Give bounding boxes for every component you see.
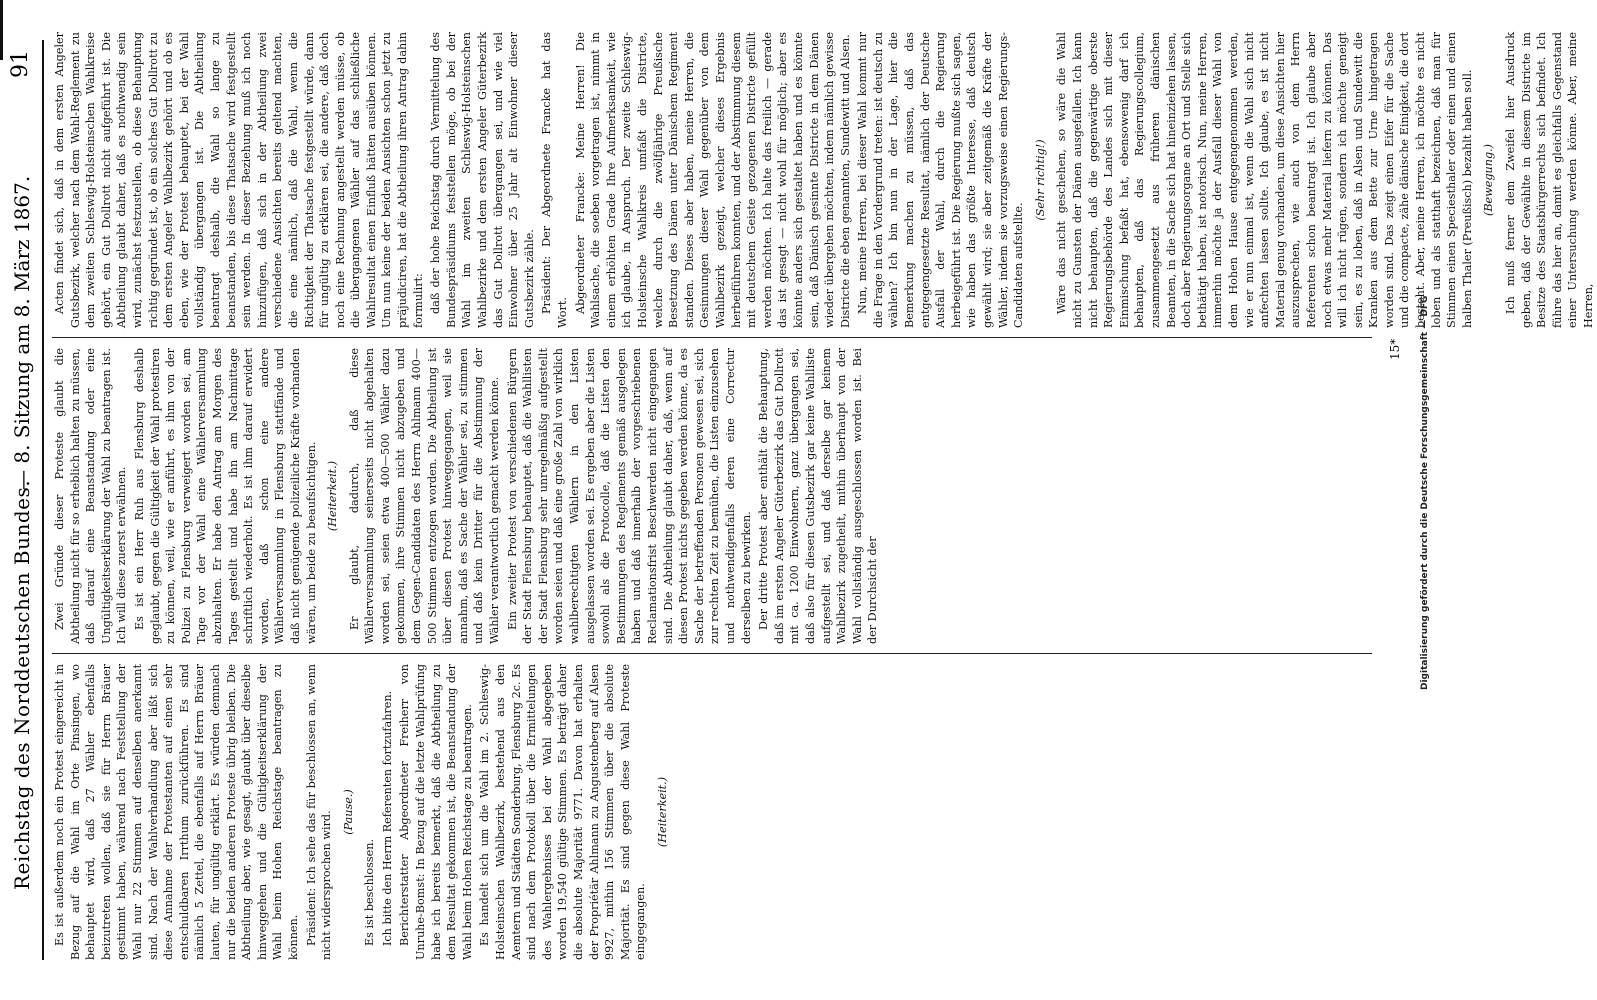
- paragraph: Es ist ein Herr Ruh aus Flensburg deshalb geglaubt, gegen die Gültigkeit der Wahl protestiren zu können, weil, wie er anführt, es ihm von der Polizei zu Flensburg verweigert worden sei, am Tage vor der Wahl eine Wählerversammlung abzuhalten. Er habe den Antrag am Morgen des Tages gestellt und habe ihn am Nachmittage schriftlich wiederholt. Es ist ihm darauf erwidert worden, daß schon eine andere Wählerversammlung in Flensburg stattfände und daß nicht genügende polizeiliche Kräfte vorhanden wären, um beide zu beaufsichtigen.: [132, 348, 318, 644]
- paragraph: Ich bitte den Herrn Referenten fortzufahren.: [380, 690, 394, 946]
- remark: (Sehr richtig!): [1033, 139, 1047, 221]
- paragraph: Es ist beschlossen.: [363, 838, 377, 946]
- paragraph: daß der hohe Reichstag durch Vermittelung des Bundespräsidiums feststellen möge, ob bei der Wahl im zweiten Schleswig-Holsteinschen Wahlbezirke und dem ersten Angeler Güterbezirk das Gut Dollrott übergangen sei, und wie viel Einwohner über 25 Jahr alt Einwohner dieser Gutsbezirk zähle.: [429, 32, 536, 328]
- text-column-1: [52, 664, 1372, 960]
- remark: (Pause.): [341, 789, 355, 835]
- remark: (Heiterkeit.): [655, 776, 669, 848]
- header-session: — 8. Sitzung am 8. März 1867.: [10, 175, 34, 490]
- text-column-3: [52, 32, 1595, 328]
- paragraph: Präsident: Der Abgeordnete Francke hat das Wort.: [540, 32, 569, 328]
- header-title: Reichstag des Norddeutschen Bundes.: [10, 479, 34, 890]
- paragraph: Nun, meine Herren, bei dieser Wahl kommt nur die Frage in den Vordergrund treten: ist deutsch zu wählen? Ich bin nun in der Lage, hier die Bemerkung machen zu müssen, daß das entgegengesetzte Resultat, nämlich der Deutsche Ausfall der Wahl, durch die Regierung herbeigeführt ist. Die Regierung mußte sich sagen, wie haben das größte Interesse, daß deutsch gewählt wird; sie aber zeitgemäß die Kräfte der Wähler, indem sie vorzugsweise einen Regierungs-Candidaten aufstellte.: [856, 32, 1026, 328]
- credit-text: Digitalisierung gefördert durch die Deutsche Forschungsgemeinschaft — DFG: [1420, 295, 1430, 690]
- column-divider: [52, 653, 1372, 654]
- signature-mark: 15*: [1388, 338, 1402, 360]
- paragraph: Ein zweiter Protest von verschiedenen Bürgern der Stadt Flensburg behauptet, daß die Wahllisten der Stadt Flensburg sehr unregelmäßig aufgestellt worden seien und daß eine große Zahl von wirklich wahlberechtigten Wählern in den Listen ausgelassen worden sei. Es ergeben aber die Listen sowohl als die Protocolle, daß die Listen den Bestimmungen des Reglements gemäß ausgelegen haben und daß innerhalb der vorgeschriebenen Reclamationsfrist Beschwerden nicht eingegangen sind. Die Abtheilung glaubt daher, daß, wenn auf diesen Protest nichts gegeben werden könne, da es Sache der betreffenden Personen gewesen sei, sich zur rechten Zeit zu bemühen, die Listen einzusehen und nothwendigenfalls deren eine Correctur derselben zu bewirken.: [505, 348, 753, 644]
- paragraph: Acten findet sich, daß in dem ersten Angeler Gutsbezirk, welcher nach dem Wahl-Reglement zu dem zweiten Schleswig-Holsteinschen Wahlkreise gehört, ein Gut Dollrott nicht aufgeführt ist. Die Abtheilung glaubt daher, daß es nothwendig sein wird, zunächst festzustellen, ob diese Behauptung richtig gegründet ist, ob ein solches Gut Dollrott zu dem ersten Angeler Wahlbezirk gehört und ob es eben, wie der Protest behauptet, bei der Wahl vollständig übergangen ist. Die Abtheilung beantragt deshalb, die Wahl so lange zu beanstanden, bis diese Thatsache wird festgestellt sein werden. In dieser Beziehung muß ich noch hinzufügen, daß sich in der Abtheilung zwei verschiedene Ansichten bereits geltend machten, die eine nämlich, daß die Wahl, wenn die Richtigkeit der Thatsache festgestellt würde, dann für ungültig zu erklären sei, die andere, daß doch noch eine Rechnung angestellt werden müsse, ob die übergangenen Wähler auf das schließliche Wahlresultat einen Einfluß hätten ausüben können. Um nun keine der beiden Ansichten schon jetzt zu präjudiciren, hat die Abtheilung ihren Antrag dahin formulirt:: [53, 32, 425, 328]
- paragraph: Ich muß ferner dem Zweifel hier Ausdruck geben, daß der Gewählte in diesem Districte im Besitze des Staatsbürgerrechts sich befindet. Ich führe das hier an, damit es gleichfalls Gegenstand einer Untersuchung werden könne. Aber, meine Herren,: [1504, 32, 1595, 328]
- paragraph: Abgeordneter Francke: Meine Herren! Die Wahlsache, die soeben vorgetragen ist, nimmt in einem erhöhten Grade Ihre Aufmerksamkeit, wie ich glaube, in Anspruch. Der zweite Schleswig-Holsteinsche Wahlkreis umfaßt die Districte, welche durch die zwölfjährige Preußische Besetzung des Dänen unter Dänischem Regiment standen. Dieses aber haben, meine Herren, die Gesinnungen dieser Wahl gegenüber von dem Wahlbezirk gezeigt, welcher dieses Ergebnis herbeiführen konnten, und der Abstimmung diesem mit deutschem Geiste gezogenen Districte gefüllt werden möchten. Ich halte das freilich — gerade das ist gesagt — nicht wohl für möglich; aber es könnte anders sich gestaltet haben und es könnte sein, daß Dänisch gesinnte Districte in dem Dänen wieder übergehen möchten, indem nämlich gewisse Districte die eben genannten, Sundewitt und Alsen.: [573, 32, 852, 328]
- text-column-2: [52, 348, 1372, 644]
- remark: (Heiterkeit.): [326, 460, 340, 532]
- paragraph: Präsident: Ich sehe das für beschlossen an, wenn nicht widersprochen wird.: [304, 664, 334, 960]
- paragraph: Wäre das nicht geschehen, so wäre die Wahl nicht zu Gunsten der Dänen ausgefallen. Ich kann nicht behaupten, daß die gegenwärtige oberste Regierungsbehörde des Landes sich mit dieser Einmischung befaßt hat, ebensowenig darf ich behaupten, daß das Regierungscollegium, zusammengesetzt aus früheren dänischen Beamten, in die Sache sich hat hineinziehen lassen, doch aber Regierungsorgane an Ort und Stelle sich bethätigt haben, ist notorisch. Nun, meine Herren, immerhin möchte ja der Ausfall dieser Wahl von dem Hohen Hause entgegengenommen werden, wie er nun einmal ist, wenn die Wahl sich nicht anfechten lassen sollte. Ich glaube, es ist nicht Material genug vorhanden, um diese Ansichten hier auszusprechen, wie auch von dem Herrn Referenten schon beantragt ist. Ich glaube aber noch etwas mehr Material liefern zu können. Das will ich nicht rügen, sondern ich möchte geneigt sein, es zu loben, daß in Alsen und Sundewitt die Kranken aus dem Bette zur Urne hingetragen worden sind. Das zeigt einen Eifer für die Sache und die compacte, zähe dänische Einigkeit, die dort besteht. Aber, meine Herren, ich möchte es nicht loben und als statthaft bezeichnen, daß man für Stimmen einen Speciesthaler oder einen und einen halben Thaler (Preußisch) bezahlt haben soll.: [1055, 32, 1474, 328]
- digitization-credit: [1418, 0, 1432, 1000]
- running-head: [8, 40, 44, 960]
- scan-edge-mark: [0, 0, 11, 60]
- paragraph: Er glaubt, dadurch, daß diese Wählerversammlung seinerseits nicht abgehalten worden sei, seien etwa 400—500 Wähler dazu gekommen, ihre Stimmen nicht abzugeben und dem Gegen-Candidaten des Herrn Ahlmann 400—500 Stimmen entzogen worden. Die Abtheilung ist über diesen Protest hinweggegangen, weil sie annahm, daß es Sache der Wähler sei, zu stimmen und daß kein Dritter für die Abstimmung der Wähler verantwortlich gemacht werden könne.: [347, 348, 502, 644]
- paragraph: Der dritte Protest aber enthält die Behauptung, daß im ersten Angeler Güterbezirk das Gut Dollrott mit ca. 1200 Einwohnern, ganz übergangen sei, daß also für diesen Gutsbezirk gar keine Wahlliste aufgestellt sei, und daß derselbe gar keinem Wahlbezirk zugetheilt, mithin überhaupt von der Wahl vollständig ausgeschlossen worden ist. Bei der Durchsicht der: [757, 348, 880, 644]
- column-divider: [52, 337, 1372, 338]
- paragraph: Es ist außerdem noch ein Protest eingereicht in Bezug auf die Wahl im Orte Pinsingen, wo behauptet wird, daß 27 Wähler ebenfalls beizutreten wollen, daß sie für Herrn Bräuer gestimmt haben, während nach Feststellung der Wahl nur 22 Stimmen auf denselben anerkannt sind. Nach der Wahlverhandlung aber läßt sich diese Annahme der Protestanten auf einen sehr entschuldbaren Irrthum zurückführen. Es sind nämlich 5 Zettel, die ebenfalls auf Herrn Bräuer lauten, für ungültig erklärt. Es würden demnach nur die beiden anderen Proteste übrig bleiben. Die Abtheilung aber, wie gesagt, glaubt über dieselbe hinweggehen und die Gültigkeitserklärung der Wahl beim Hohen Reichstage beantragen zu können.: [53, 664, 300, 960]
- paragraph: Berichterstatter Abgeordneter Freiherr von Unruhe-Bomst: In Bezug auf die letzte Wahlprüfung habe ich bereits bemerkt, daß die Abtheilung zu dem Resultat gekommen ist, die Beanstandung der Wahl beim Hohen Reichstage zu beantragen.: [398, 664, 474, 960]
- paragraph: Zwei Gründe dieser Proteste glaubt die Abtheilung nicht für so erheblich halten zu müssen, daß darauf eine Beanstandung oder eine Ungültigkeitserklärung der Wahl zu beantragen ist. Ich will diese zuerst erwähnen.: [53, 348, 129, 644]
- page-number: 91: [8, 50, 33, 78]
- remark: (Bewegung.): [1482, 143, 1496, 217]
- paragraph: Es handelt sich um die Wahl im 2. Schleswig-Holsteinschen Wahlbezirk, bestehend aus den Aemtern und Städten Sonderburg, Flensburg 2c. Es sind nach dem Protokoll über die Ermittelungen des Wahlergebnisses bei der Wahl abgegeben worden 19,540 gültige Stimmen. Es beträgt daher die absolute Majorität 9771. Davon hat erhalten der Propriétär Ahlmann zu Angustenberg auf Alsen 9927, mithin 156 Stimmen über die absolute Majorität. Es sind gegen diese Wahl Proteste eingegangen.: [478, 664, 648, 960]
